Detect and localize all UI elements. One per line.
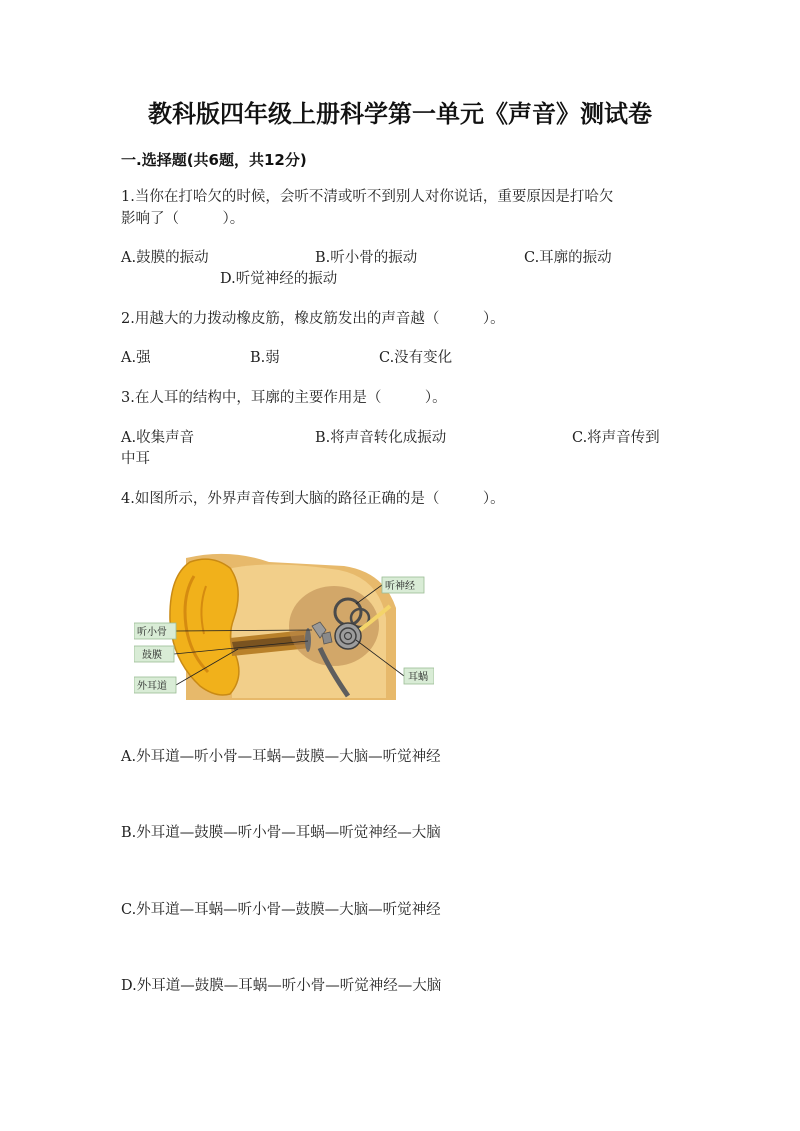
question-1-stem-line1: 1.当你在打哈欠的时候，会听不清或听不到别人对你说话，重要原因是打哈欠 <box>121 189 614 205</box>
label-auditory-nerve: 听神经 <box>385 581 415 592</box>
question-1-stem-line2: 影响了（ ）。 <box>121 211 245 227</box>
ear-anatomy-figure <box>134 548 434 703</box>
question-3-option-b[interactable]: B.将声音转化成振动 <box>315 430 447 446</box>
question-4-option-c[interactable]: C.外耳道—耳蜗—听小骨—鼓膜—大脑—听觉神经 <box>121 902 441 918</box>
question-2-option-b[interactable]: B.弱 <box>250 350 280 366</box>
question-3-option-c-continued: 中耳 <box>121 451 150 467</box>
question-4-option-d[interactable]: D.外耳道—鼓膜—耳蜗—听小骨—听觉神经—大脑 <box>121 978 442 994</box>
question-2-option-a[interactable]: A.强 <box>121 350 151 366</box>
page-title: 教科版四年级上册科学第一单元《声音》测试卷 <box>148 100 652 128</box>
label-ossicles: 听小骨 <box>137 627 167 638</box>
section-heading: 一.选择题(共6题，共12分) <box>121 151 307 169</box>
question-4-option-b[interactable]: B.外耳道—鼓膜—听小骨—耳蜗—听觉神经—大脑 <box>121 825 441 841</box>
question-2-stem: 2.用越大的力拨动橡皮筋，橡皮筋发出的声音越（ ）。 <box>121 311 505 327</box>
question-1-option-b[interactable]: B.听小骨的振动 <box>315 250 418 266</box>
label-ear-canal: 外耳道 <box>137 681 167 692</box>
question-3-option-a[interactable]: A.收集声音 <box>121 430 195 446</box>
label-cochlea: 耳蜗 <box>408 672 428 683</box>
ear-anatomy-illustration <box>134 548 434 703</box>
question-4-stem: 4.如图所示，外界声音传到大脑的路径正确的是（ ）。 <box>121 491 505 507</box>
question-4-option-a[interactable]: A.外耳道—听小骨—耳蜗—鼓膜—大脑—听觉神经 <box>121 749 441 765</box>
question-1-option-c[interactable]: C.耳廓的振动 <box>524 250 612 266</box>
question-2-option-c[interactable]: C.没有变化 <box>379 350 453 366</box>
question-1-option-d[interactable]: D.听觉神经的振动 <box>220 271 338 287</box>
question-3-stem: 3.在人耳的结构中，耳廓的主要作用是（ ）。 <box>121 390 447 406</box>
question-1-option-a[interactable]: A.鼓膜的振动 <box>121 250 209 266</box>
question-1-stem <box>121 186 681 230</box>
label-eardrum: 鼓膜 <box>142 650 162 661</box>
question-3-option-c[interactable]: C.将声音传到 <box>572 430 660 446</box>
